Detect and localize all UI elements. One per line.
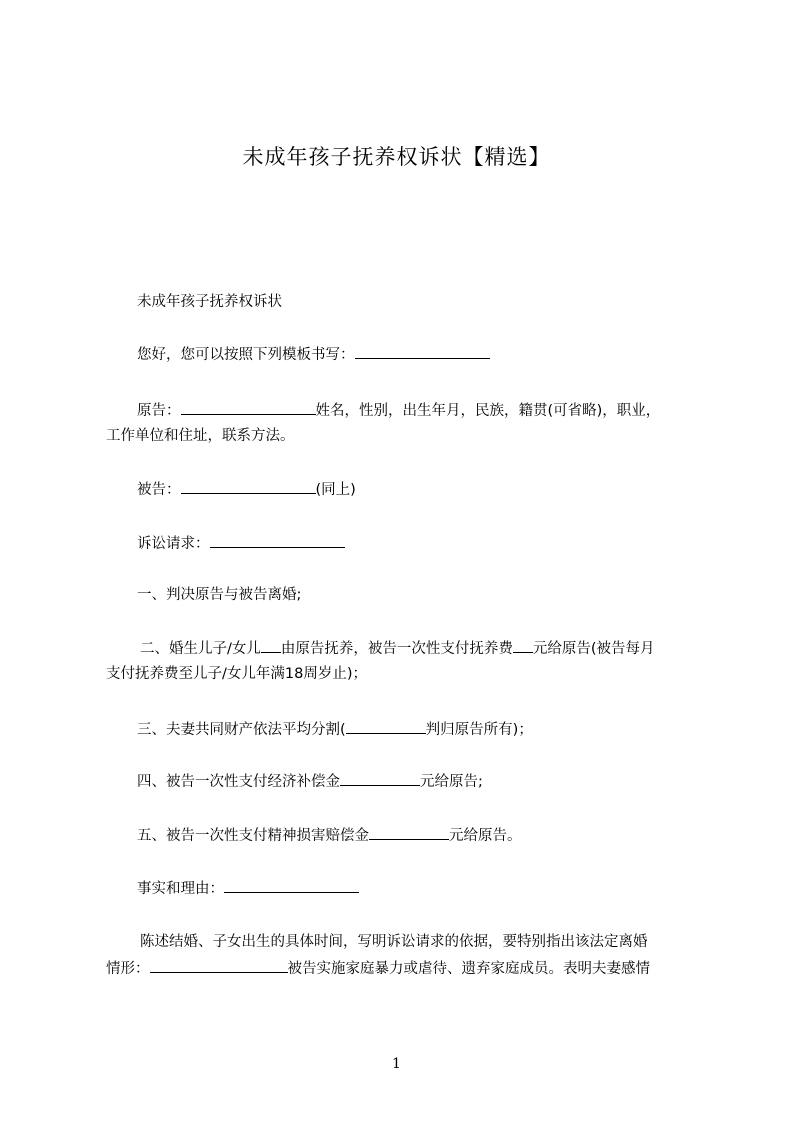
facts-text-line1: 陈述结婚、子女出生的具体时间，写明诉讼请求的依据，要特别指出该法定离婚	[140, 934, 648, 950]
plaintiff-label: 原告：	[137, 403, 181, 419]
claim-item-2-line2: 支付抚养费至儿子/女儿年满18周岁止)；	[106, 666, 367, 682]
facts-line	[137, 878, 359, 899]
intro-line	[137, 344, 490, 365]
plaintiff-desc-line2: 工作单位和住址，联系方法。	[106, 428, 295, 444]
claim-item-4-part2: 元给原告;	[420, 774, 483, 790]
document-subtitle: 未成年孩子抚养权诉状	[137, 294, 282, 310]
claims-label: 诉讼请求：	[137, 536, 210, 552]
facts-label: 事实和理由：	[137, 881, 224, 897]
divorce-circumstance-blank	[150, 958, 288, 973]
plaintiff-desc-line1: 姓名，性别，出生年月，民族，籍贯(可省略)，职业，	[315, 403, 661, 419]
claim-item-2	[140, 638, 655, 659]
facts-text-line2-part2: 被告实施家庭暴力或虐待、遗弃家庭成员。表明夫妻感情	[287, 961, 650, 977]
claims-blank	[210, 533, 345, 548]
claim-item-2-part3: 元给原告(被告每月	[532, 641, 655, 657]
compensation-blank	[340, 771, 420, 786]
claim-item-5-part1: 五、被告一次性支付精神损害赔偿金	[137, 828, 369, 844]
facts-blank	[224, 878, 359, 893]
claim-item-1: 一、判决原告与被告离婚;	[137, 587, 302, 603]
claim-item-4	[137, 771, 483, 792]
claims-line	[137, 533, 345, 554]
defendant-blank	[181, 479, 316, 494]
defendant-label: 被告：	[137, 482, 181, 498]
intro-text: 您好，您可以按照下列模板书写：	[137, 347, 355, 363]
claim-item-4-part1: 四、被告一次性支付经济补偿金	[137, 774, 340, 790]
facts-text-line2-part1: 情形：	[106, 961, 150, 977]
claim-item-5	[137, 825, 522, 846]
support-fee-blank	[513, 638, 533, 653]
claim-item-2-part2: 由原告抚养，被告一次性支付抚养费	[280, 641, 513, 657]
plaintiff-blank	[181, 400, 316, 415]
damages-blank	[369, 825, 449, 840]
claim-item-5-part2: 元给原告。	[449, 828, 522, 844]
plaintiff-line	[137, 400, 660, 421]
claim-item-3-part1: 三、夫妻共同财产依法平均分割(	[137, 722, 346, 738]
defendant-suffix: (同上)	[315, 482, 356, 498]
claim-item-3	[137, 719, 533, 740]
property-blank	[346, 719, 426, 734]
child-name-blank	[261, 638, 281, 653]
intro-blank	[355, 344, 490, 359]
claim-item-3-part2: 判归原告所有)；	[425, 722, 533, 738]
facts-text-line2	[106, 958, 650, 979]
page-number: 1	[392, 1056, 401, 1072]
defendant-line	[137, 479, 356, 500]
claim-item-2-part1: 二、婚生儿子/女儿	[140, 641, 261, 657]
document-title: 未成年孩子抚养权诉状【精选】	[242, 145, 551, 169]
